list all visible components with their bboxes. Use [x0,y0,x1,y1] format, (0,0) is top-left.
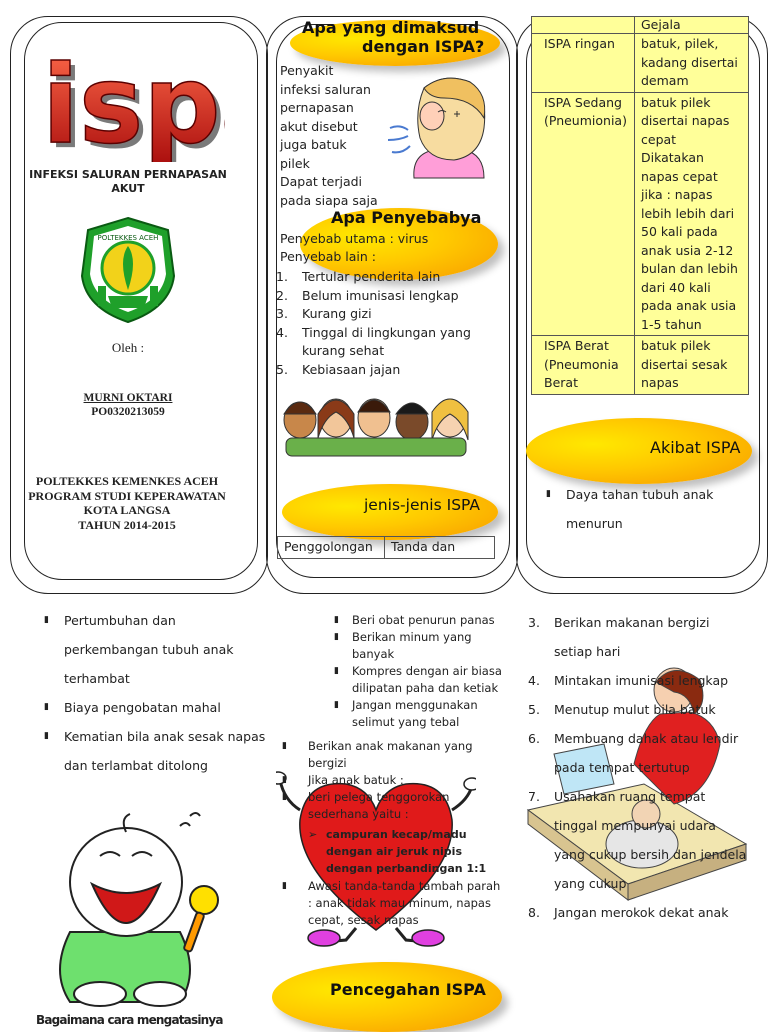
effects-caption: Bagaimana cara mengatasinya [36,1013,223,1027]
institution-line: PROGRAM STUDI KEPERAWATAN [28,488,226,503]
institution-line: POLTEKKES KEMENKES ACEH [35,474,219,488]
remedy-item [308,826,502,877]
types-table [277,536,495,559]
definition-heading-line2: dengan ISPA? [362,37,485,56]
ispa-logo-text: isp [42,43,221,162]
effects-more-list [44,606,266,780]
arrow-bullet-icon: ➢ [308,828,318,841]
list-item: 5. Menutup mulut bila batuk [528,702,716,717]
cover-subtitle: INFEKSI SALURAN PERNAPASAN AKUT [29,168,227,195]
causes-heading: Apa Penyebabya [331,208,482,227]
list-item: ▮ Kematian bila anak sesak napas dan terlambat ditolong [44,722,266,780]
table-cell: batuk pilek disertai sesak napas [635,336,749,395]
author-id: PO0320213059 [91,406,165,418]
list-item: 2. Belum imunisasi lengkap [276,287,459,303]
bullet-icon: ▮ [282,741,287,751]
types-heading: jenis-jenis ISPA [364,496,480,514]
table-header-cell: Tanda dan [385,537,495,559]
institution-block [16,474,238,532]
definition-line: pada siapa saja [280,192,378,208]
bullet-icon: ▮ [282,881,287,891]
list-item: ▮ Kompres dengan air biasa dilipatan paha dan ketiak [334,664,502,695]
care-main-list [282,738,504,823]
definition-heading-line1: Apa yang dimaksud [302,18,480,37]
author-name: MURNI OKTARI [83,392,173,404]
list-item: ▮ Berikan anak makanan yang bergizi [282,739,473,770]
bullet-icon: ▮ [44,731,49,741]
institution-line: KOTA LANGSA [83,503,171,517]
table-row [278,537,495,559]
table-row [532,17,749,34]
definition-line: akut disebut [280,118,358,134]
ispa-logo-shadow: isp [47,48,225,162]
list-item: ▮ Berikan minum yang banyak [334,630,472,661]
list-item: ▮ Awasi tanda-tanda tambah parah : anak tidak mau minum, napas cepat, sesak napas [282,879,501,927]
crying-baby-icon [40,812,230,1008]
children-faces-icon [282,388,474,458]
bullet-icon: ▮ [44,615,49,625]
bullet-icon: ▮ [546,489,551,499]
causes-main: Penyebab utama : virus [280,231,429,246]
table-header-cell: Gejala [635,17,749,34]
definition-line: pernapasan [280,100,354,115]
definition-line: Penyakit [280,63,334,78]
institution-line: TAHUN 2014-2015 [78,517,176,532]
sneeze-icon [384,68,492,182]
causes-list [276,268,498,379]
list-item: ▮ Pertumbuhan dan perkembangan tubuh anak terhambat [44,606,266,693]
list-item: 1. Tertular penderita lain [276,269,441,284]
crying-baby-illustration [40,812,230,1008]
list-item: 6. Membuang dahak atau lendir pada tempat tertutup [528,731,739,775]
table-cell: batuk pilek disertai napas cepat Dikatakan napas cepat jika : napas lebih lebih dari 50 kali pada anak usia 2-12 bulan dan lebih dari 40 kali pada anak usia 1-5 tahun [635,92,749,336]
list-item: 7. Usahakan ruang tempat tinggal mempunyai udara yang cukup bersih dan jendela yang cukup [528,789,747,891]
watch-list [282,878,504,929]
poltekkes-logo [78,216,178,324]
bullet-icon: ▮ [334,615,339,625]
remedy-text: campuran kecap/madu dengan air jeruk nipis dengan perbandingan 1:1 [326,828,487,875]
prevention-list [528,608,750,927]
bullet-icon: ▮ [334,666,339,676]
definition-text [280,62,386,210]
definition-line: Dapat terjadi [280,174,363,189]
list-item: 3. Berikan makanan bergizi setiap hari [528,615,710,659]
list-item: ▮ Beri obat penurun panas [334,613,495,627]
effects-first-list [546,480,746,538]
table-header-cell: Penggolongan [278,537,385,559]
symptoms-table [531,16,749,395]
bullet-icon: ▮ [334,700,339,710]
bullet-icon: ▮ [282,792,287,802]
table-row [532,336,749,395]
by-label: Oleh : [111,340,145,355]
bullet-icon: ▮ [282,775,287,785]
ispa-logo-graphic [30,22,225,162]
list-item: ▮ Jangan menggunakan selimut yang tebal [334,698,478,729]
list-item: 4. Tinggal di lingkungan yang kurang sehat [276,324,471,358]
table-cell: ISPA Berat (Pneumonia Berat [532,336,635,395]
bullet-icon: ▮ [44,702,49,712]
table-header-cell [532,17,635,34]
list-item: 3. Kurang gizi [276,306,372,321]
definition-line: infeksi saluran [280,81,371,97]
table-cell: ISPA Sedang (Pneumionia) [532,92,635,336]
table-row [532,92,749,336]
effects-heading: Akibat ISPA [650,438,741,457]
list-item: ▮ Daya tahan tubuh anak menurun [546,480,746,538]
list-item: ▮ Biaya pengobatan mahal [44,693,266,722]
definition-line: pilek [280,155,310,171]
list-item: ▮ Jika anak batuk : [282,773,404,787]
poltekkes-logo-text: POLTEKKES ACEH [97,234,159,242]
list-item: 8. Jangan merokok dekat anak [528,905,729,920]
bullet-icon: ▮ [334,632,339,642]
list-item: ▮ beri pelega tenggorokan sederhana yaitu : [282,790,450,821]
prevention-heading: Pencegahan ISPA [330,980,486,999]
table-cell: batuk, pilek, kadang disertai demam [635,34,749,93]
fever-care-list [334,612,504,731]
list-item: 5. Kebiasaan jajan [276,361,401,377]
causes-other-label: Penyebab lain : [280,249,377,264]
list-item: 4. Mintakan imunisasi lengkap [528,673,729,688]
table-cell: ISPA ringan [532,34,635,93]
sneezing-child-illustration [384,68,492,182]
ispa-logo [30,22,225,162]
poltekkes-emblem [78,216,178,324]
definition-line: juga batuk [280,137,347,152]
table-row [532,34,749,93]
children-illustration [282,388,474,458]
